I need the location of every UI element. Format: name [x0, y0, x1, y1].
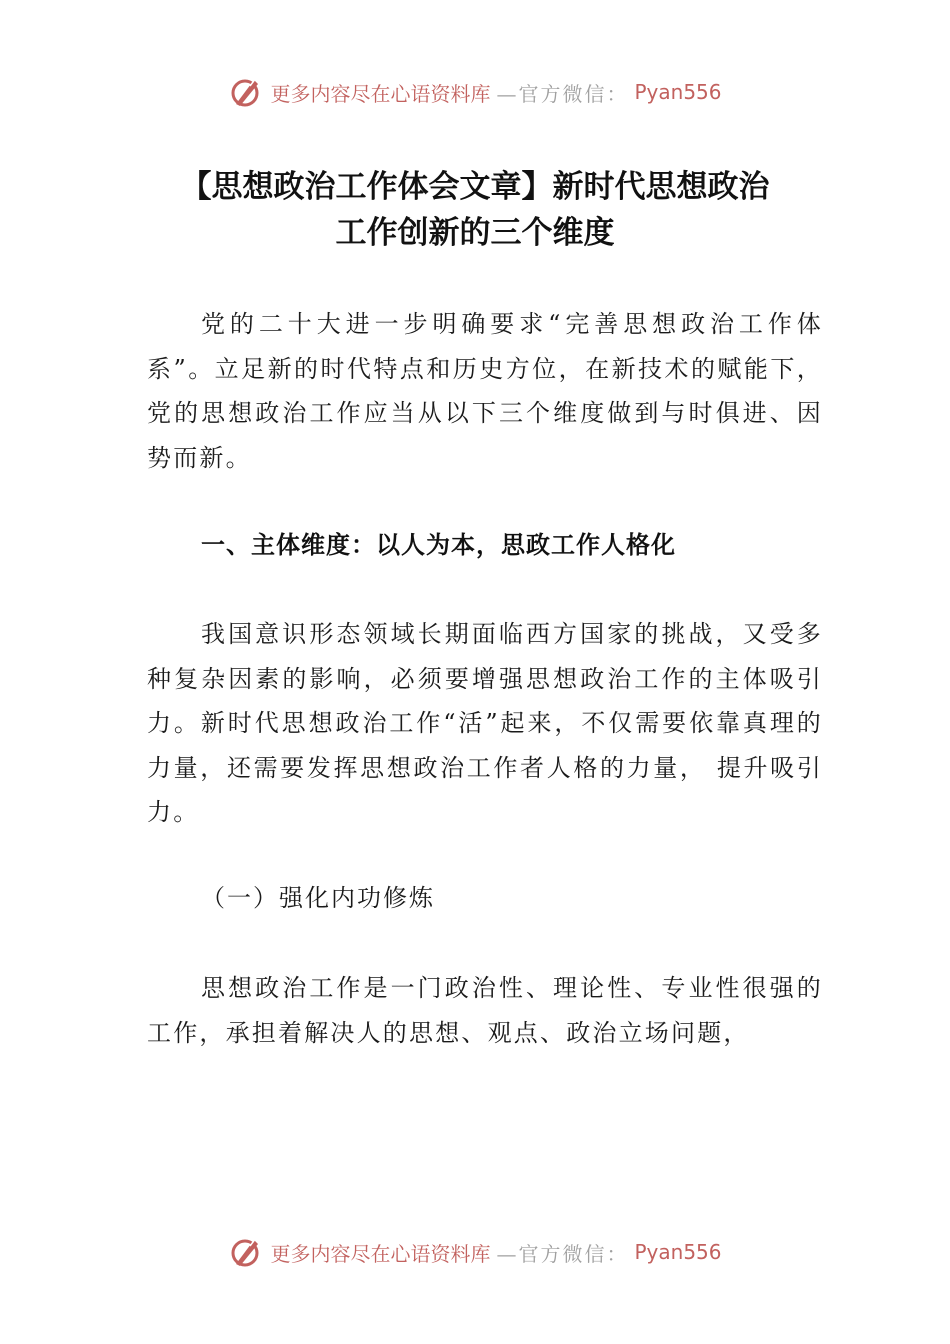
- pen-nib-logo-icon: [228, 74, 264, 110]
- document-title: [100, 164, 850, 256]
- section-1-paragraph: 我国意识形态领域长期面临西方国家的挑战，又受多种复杂因素的影响，必须要增强思想政治工作的主体吸引力。新时代思想政治工作“活”起来，不仅需要依靠真理的力量，还需要发挥思想政治工作者人格的力量， 提升吸引力。: [147, 620, 823, 826]
- title-line-2: 工作创新的三个维度: [335, 215, 615, 251]
- watermark-brand: 更多内容尽在心语资料库: [270, 81, 491, 106]
- subsection-heading-1: （一）强化内功修炼: [201, 884, 435, 912]
- footer-watermark: [0, 1232, 950, 1272]
- header-watermark: [0, 72, 950, 112]
- watermark-wechat-id: Pyan556: [634, 80, 722, 104]
- subsection-1-paragraph: 思想政治工作是一门政治性、理论性、专业性很强的工作，承担着解决人的思想、观点、政治立场问题，: [147, 974, 823, 1047]
- watermark-official-label: —官方微信：: [496, 81, 629, 106]
- watermark-official-label: —官方微信：: [496, 1241, 629, 1266]
- pen-nib-logo-icon: [228, 1234, 264, 1270]
- title-line-1: 【思想政治工作体会文章】新时代思想政治: [180, 169, 770, 205]
- section-heading-1: 一、主体维度：以人为本，思政工作人格化: [201, 531, 676, 559]
- watermark-brand: 更多内容尽在心语资料库: [270, 1241, 491, 1266]
- intro-paragraph: 党的二十大进一步明确要求“完善思想政治工作体系”。立足新的时代特点和历史方位，在新技术的赋能下，党的思想政治工作应当从以下三个维度做到与时俱进、因势而新。: [147, 310, 823, 472]
- watermark-wechat-id: Pyan556: [634, 1240, 722, 1264]
